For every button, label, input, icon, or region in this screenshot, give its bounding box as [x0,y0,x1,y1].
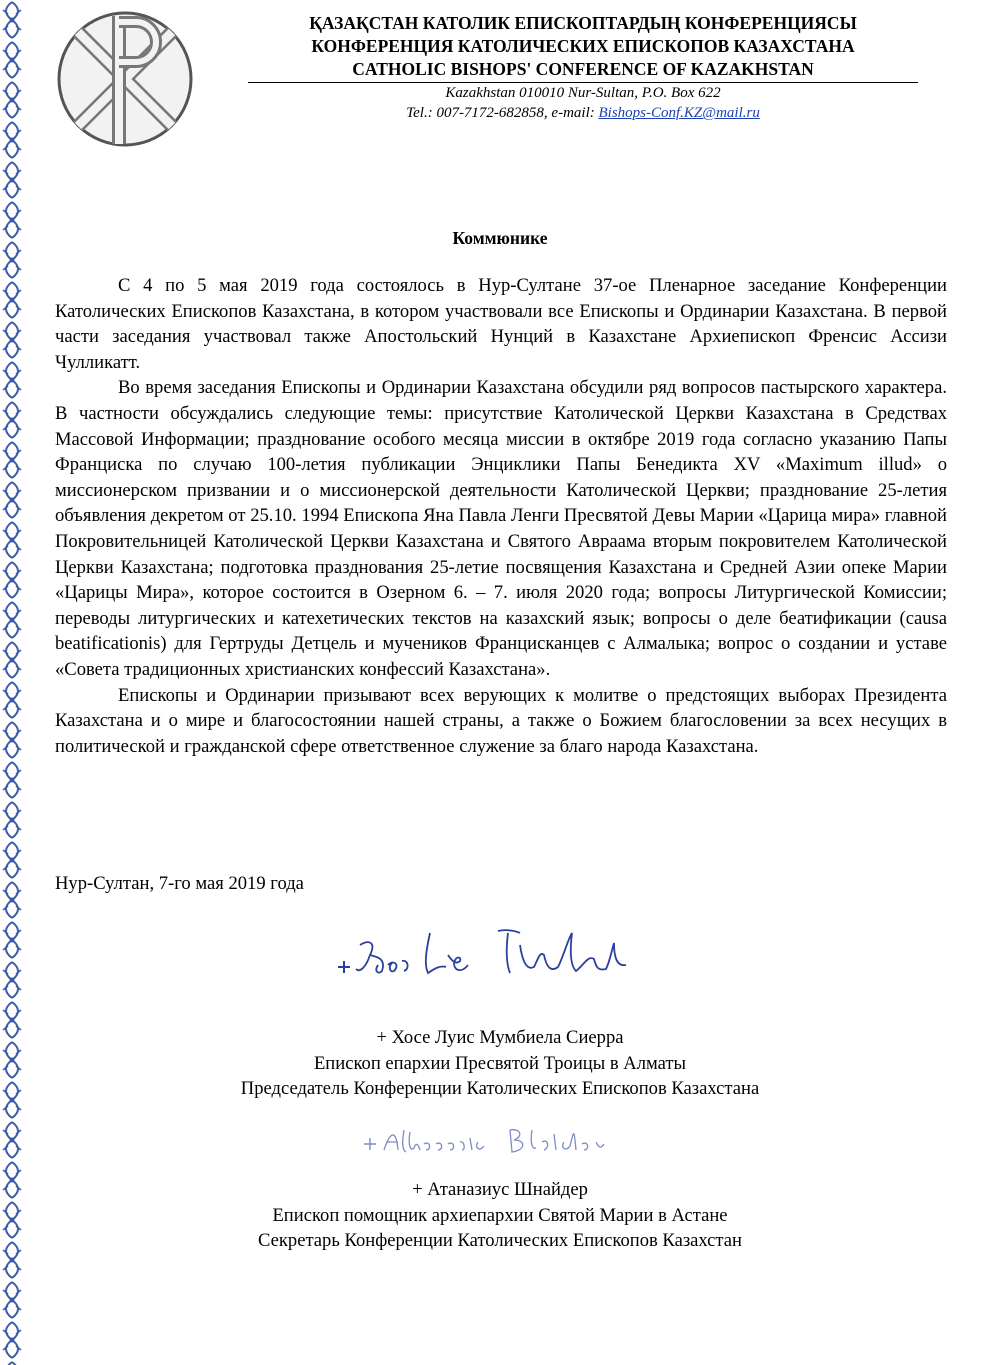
place-date: Нур-Султан, 7-го мая 2019 года [55,873,304,894]
signer-role: Епископ помощник архиепархии Святой Марии в Астане [272,1204,728,1226]
paragraph: С 4 по 5 мая 2019 года состоялось в Нур-Султане 37-ое Пленарное заседание Конференции Католических Епископов Казахстана, в котором участвовали все Епископы и Ординарии Казахстана. В первой части заседания участвовал также Апостольский Нунций в Казахстане Архиепископ Френсис Ассизи Чулликатт. [55,275,947,373]
chi-rho-logo-icon [56,10,194,148]
paragraph: Во время заседания Епископы и Ординарии Казахстана обсудили ряд вопросов пастырского характера. В частности обсуждались следующие темы: присутствие Католической Церкви Казахстана в Средствах Массовой Информации; празднование особого месяца миссии в октябре 2019 года согласно указанию Папы Франциска по случаю 100-летия публикации Энциклики Папы Бенедикта XV «Maximum illud» о миссионерском призвании и о миссионерской деятельности Католической Церкви; празднование 25-летия объявления декретом от 25.10. 1994 Епископа Яна Павла Ленги Пресвятой Девы Марии «Царица мира» главной Покровительницей Католической Церкви Казахстана и Святого Авраама вторым покровителем Католической Церкви Казахстана; подготовка празднования 25-летие посвящения Казахстана и Средней Азии опеке Марии «Царицы Мира», которое состоится в Озерном 6. – 7. июля 2020 года; вопросы Литургической Комиссии; переводы литургических и катехетических текстов на казахский язык; вопросы о деле беатификации (causa beatificationis) для Гертруды Детцель и мучеников Францисканцев с Алмалыка; вопрос о создании и уставе «Совета традиционных христианских конфессий Казахстана». [55,377,947,680]
email-link[interactable]: Bishops-Conf.KZ@mail.ru [598,105,760,121]
signer-role: Секретарь Конференции Католических Епископов Казахстан [257,1230,742,1252]
signer-name: + Атаназиус Шнайдер [412,1179,588,1200]
document-body [55,273,947,759]
signer-block-2 [0,1177,1000,1254]
signer-block-1 [0,1025,1000,1102]
contact-line [248,103,918,123]
ornamental-border-icon [0,0,24,1365]
signer-role: Епископ епархии Пресвятой Троицы в Алматы [313,1052,687,1074]
tel-text: Tel.: 007-7172-682858, e-mail: [406,105,599,121]
org-name-kz: ҚАЗАҚСТАН КАТОЛИК ЕПИСКОПТАРДЫҢ КОНФЕРЕНЦИЯСЫ [309,13,857,33]
document-title: Коммюнике [452,228,548,248]
org-name-en: CATHOLIC BISHOPS' CONFERENCE OF KAZAKHSTAN [248,58,918,83]
org-name-ru: КОНФЕРЕНЦИЯ КАТОЛИЧЕСКИХ ЕПИСКОПОВ КАЗАХСТАНА [311,36,855,56]
signature-image-2 [360,1120,620,1160]
paragraph: Епископы и Ординарии призывают всех верующих к молитве о предстоящих выборах Президента Казахстана и о мире и благосостоянии нашей страны, а также о Божием благословении за всех несущих в политической и гражданской сфере ответственное служение за благо народа Казахстана. [55,684,947,757]
postal-address: Kazakhstan 010010 Nur-Sultan, P.O. Box 622 [445,85,721,101]
signature-image-1 [330,915,640,985]
letterhead [248,12,918,123]
signer-name: + Хосе Луис Мумбиела Сиерра [376,1027,624,1048]
signer-role: Председатель Конференции Католических Епископов Казахстана [240,1078,760,1100]
